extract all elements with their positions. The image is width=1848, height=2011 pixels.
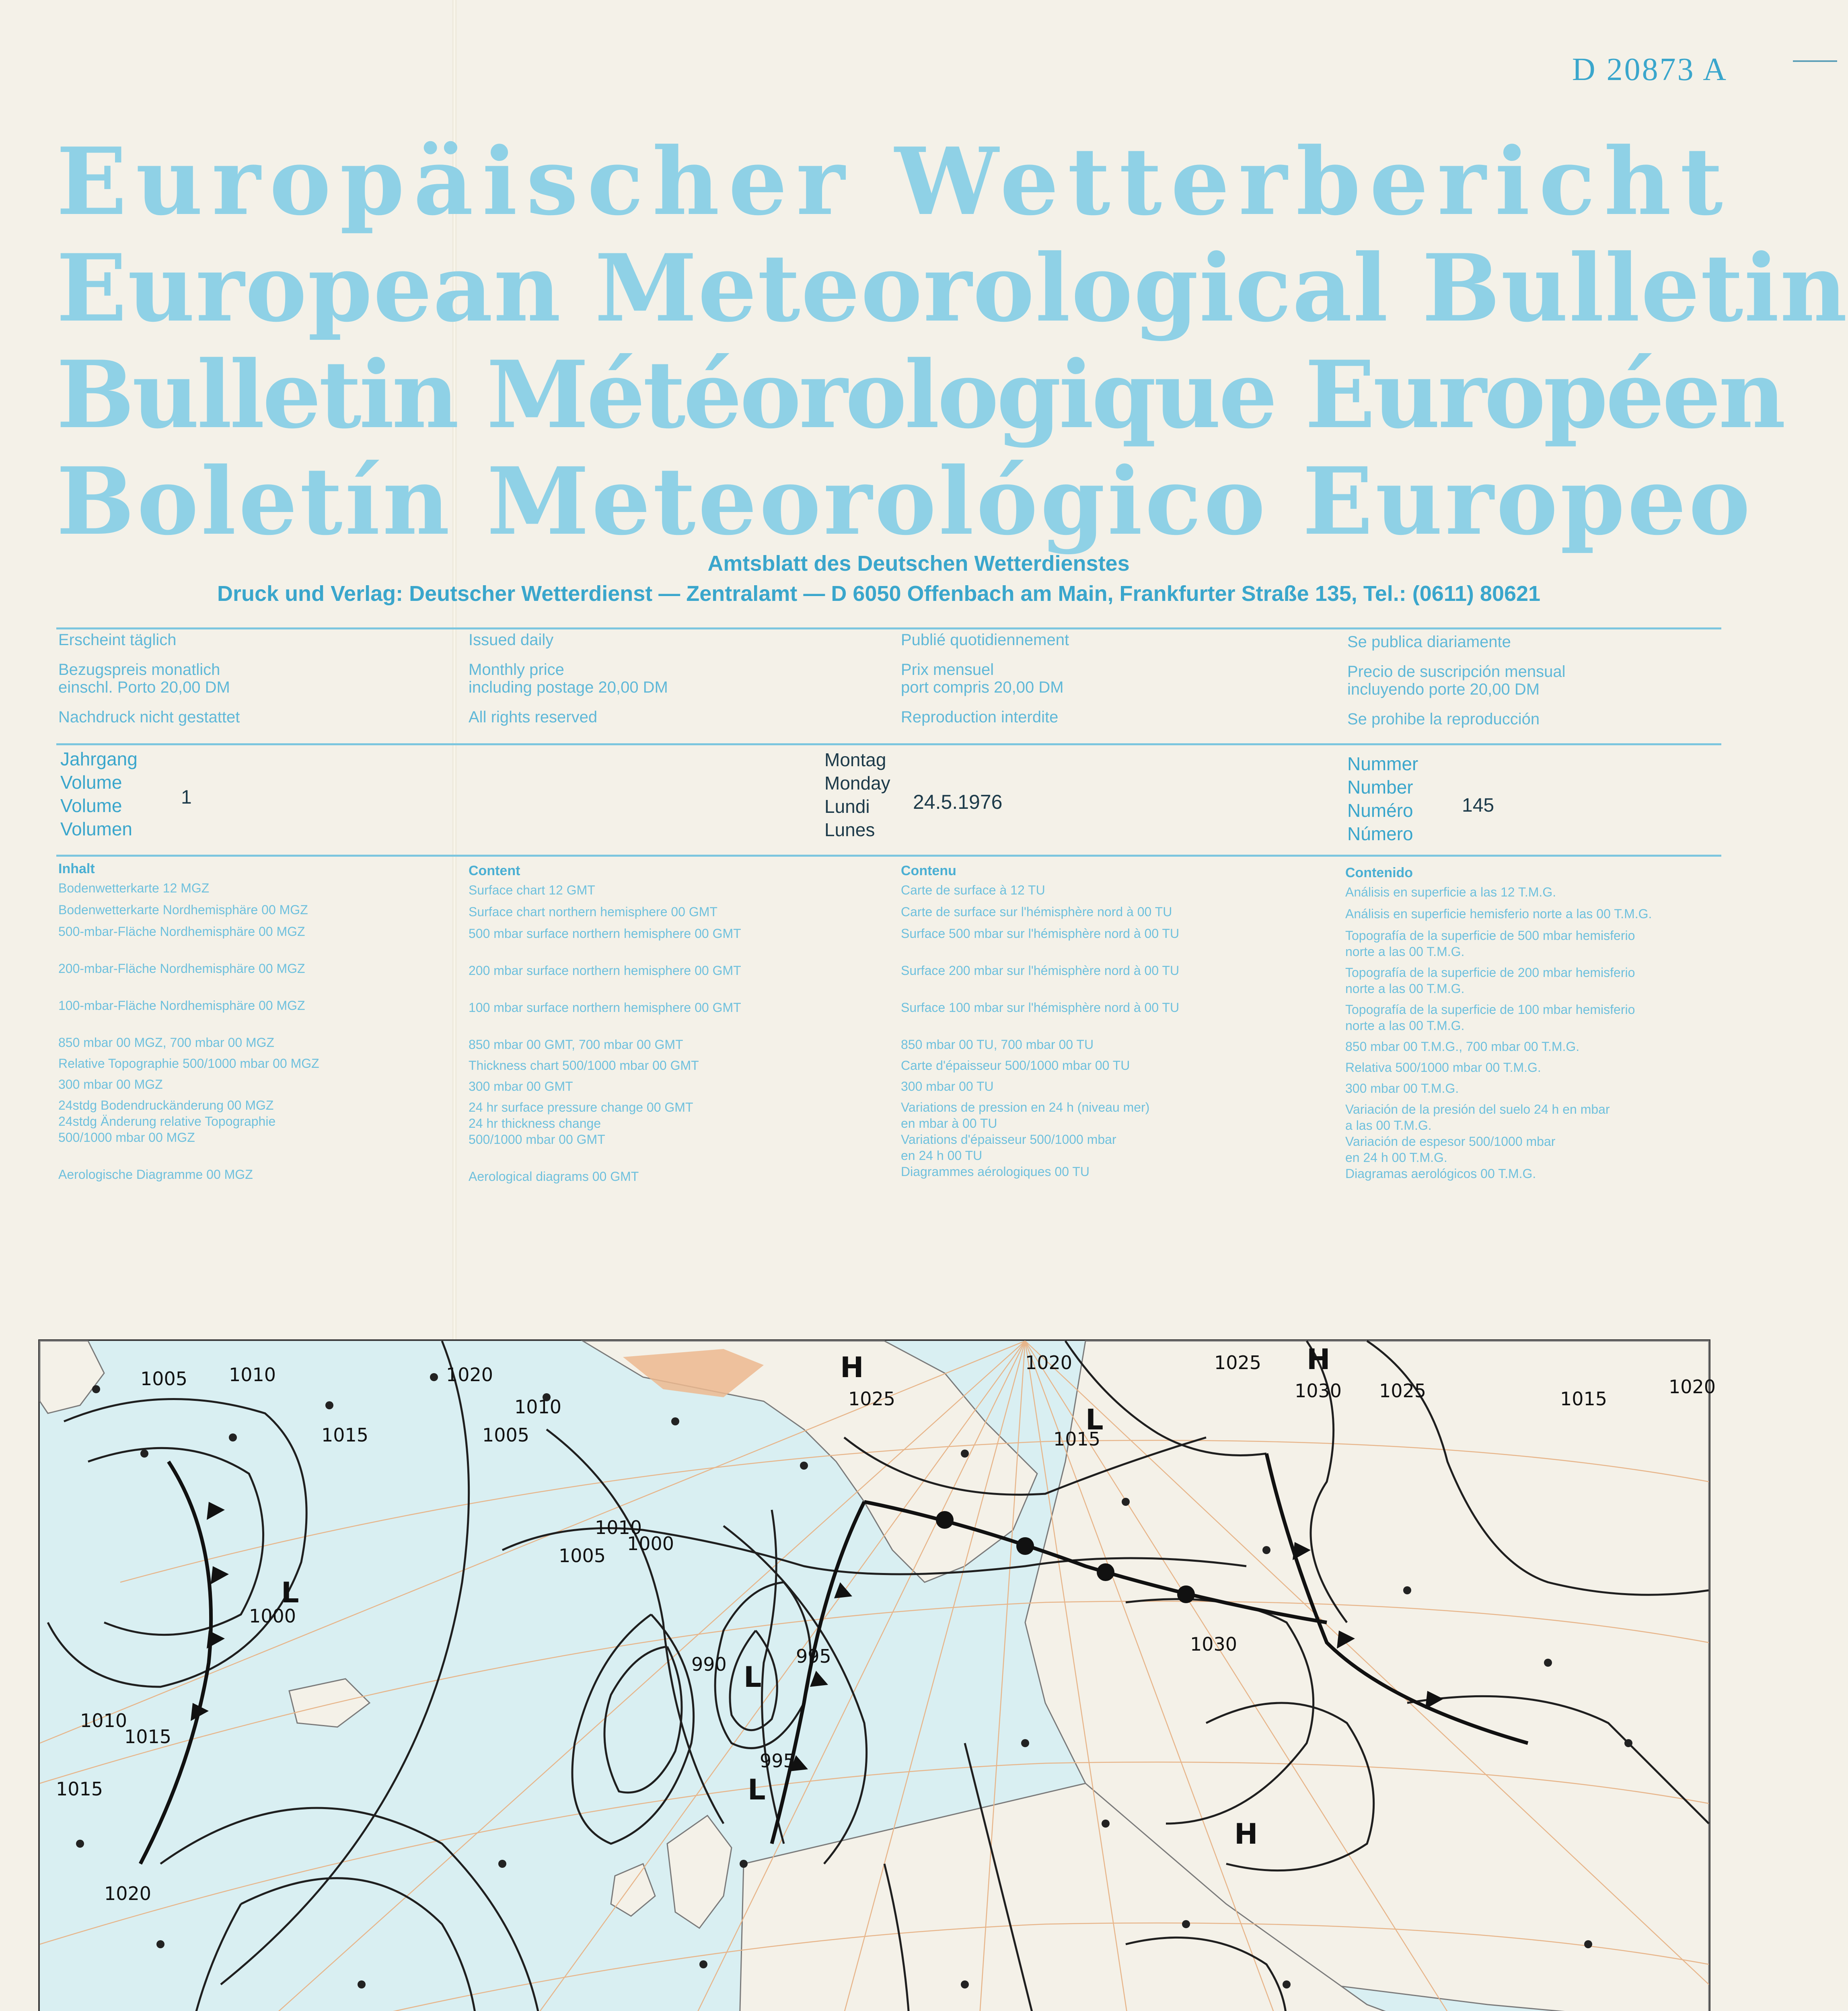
subscription-line: Se publica diariamente: [1347, 633, 1511, 651]
contents-item: Variations d'épaisseur 500/1000 mbar: [901, 1132, 1116, 1147]
contents-item: Variación de la presión del suelo 24 h en mbar: [1345, 1102, 1610, 1117]
subscription-de: [58, 629, 240, 728]
cold-front: [140, 1462, 211, 1864]
subscription-line: Issued daily: [469, 631, 554, 649]
isobar-label: 990: [691, 1653, 727, 1675]
title-french: Bulletin Météorologique Européen: [56, 341, 1784, 449]
contents-item: 300 mbar 00 GMT: [469, 1079, 573, 1094]
contents-item: en mbar à 00 TU: [901, 1116, 997, 1131]
isobar-label: 1010: [514, 1396, 562, 1418]
contents-item: Análisis en superficie hemisferio norte a las 00 T.M.G.: [1345, 907, 1652, 921]
weekday-label: Montag: [824, 749, 886, 770]
divider: [56, 743, 1721, 745]
number-label: Número: [1347, 823, 1413, 844]
subscription-line: All rights reserved: [469, 708, 598, 726]
contents-item: 500/1000 mbar 00 MGZ: [58, 1130, 195, 1145]
volume-label: Jahrgang: [60, 748, 138, 769]
official-gazette-subtitle: Amtsblatt des Deutschen Wetterdienstes: [707, 551, 1130, 576]
contents-item: Surface 500 mbar sur l'hémisphère nord à 00 TU: [901, 926, 1180, 941]
contents-header: Content: [469, 863, 520, 878]
subscription-line: Monthly price: [469, 661, 564, 679]
subscription-line: einschl. Porto 20,00 DM: [58, 679, 230, 696]
volume-label: Volume: [60, 772, 122, 793]
contents-item: Aerologische Diagramme 00 MGZ: [58, 1167, 253, 1182]
isobar-label: 1020: [1669, 1376, 1716, 1398]
contents-item: Topografía de la superficie de 500 mbar hemisferio: [1345, 928, 1635, 943]
contents-item: 500 mbar surface northern hemisphere 00 GMT: [469, 926, 741, 941]
volume-labels: [60, 747, 138, 841]
number-label: Nummer: [1347, 753, 1418, 774]
subscription-line: incluyendo porte 20,00 DM: [1347, 681, 1540, 698]
isobar-label: 1030: [1295, 1380, 1342, 1402]
contents-item: Topografía de la superficie de 200 mbar hemisferio: [1345, 965, 1635, 980]
isobar-label: 1010: [229, 1364, 276, 1386]
low-pressure-label: L: [281, 1576, 299, 1609]
isobar-label: 1005: [482, 1424, 530, 1446]
title-spanish: Boletín Meteorológico Europeo: [56, 447, 1753, 556]
contents-header: Inhalt: [58, 861, 95, 876]
contents-item: Relativa 500/1000 mbar 00 T.M.G.: [1345, 1060, 1541, 1075]
isobar-label: 1000: [249, 1605, 296, 1627]
masthead-titles: [56, 127, 1848, 556]
contents-item: 500/1000 mbar 00 GMT: [469, 1132, 605, 1147]
contents-item: Variación de espesor 500/1000 mbar: [1345, 1134, 1556, 1149]
contents-item: en 24 h 00 T.M.G.: [1345, 1150, 1447, 1165]
low-pressure-label: L: [748, 1773, 766, 1806]
number-label: Number: [1347, 777, 1413, 798]
isobar-label: 1010: [595, 1517, 642, 1538]
contents-item: Surface chart 12 GMT: [469, 883, 595, 897]
contents-header: Contenido: [1345, 865, 1413, 880]
weekday-labels: [824, 748, 890, 841]
number-label: Numéro: [1347, 800, 1413, 821]
subscription-line: including postage 20,00 DM: [469, 679, 668, 696]
subscription-line: Nachdruck nicht gestattet: [58, 708, 240, 726]
isobar-label: 995: [796, 1645, 831, 1667]
contents-item: Carte de surface à 12 TU: [901, 883, 1045, 897]
contents-item: Diagramas aerológicos 00 T.M.G.: [1345, 1166, 1536, 1181]
contents-item: 850 mbar 00 T.M.G., 700 mbar 00 T.M.G.: [1345, 1039, 1580, 1054]
document-id: D 20873 A: [1572, 52, 1728, 87]
contents-item: 300 mbar 00 MGZ: [58, 1077, 163, 1092]
map-canvas: [40, 1341, 1716, 2011]
isobar-label: 1010: [80, 1710, 127, 1731]
contents-item: Bodenwetterkarte 12 MGZ: [58, 881, 210, 895]
contents-item: Thickness chart 500/1000 mbar 00 GMT: [469, 1058, 699, 1073]
subscription-es: [1347, 631, 1565, 730]
isobar-label: 1025: [1379, 1380, 1427, 1402]
isobar-label: 1015: [1053, 1428, 1101, 1450]
divider: [56, 627, 1721, 629]
contents-item: 24 hr surface pressure change 00 GMT: [469, 1100, 693, 1114]
contents-item: 850 mbar 00 MGZ, 700 mbar 00 MGZ: [58, 1035, 275, 1050]
contents-item: en 24 h 00 TU: [901, 1148, 983, 1163]
subscription-line: Bezugspreis monatlich: [58, 661, 220, 679]
weekday-label: Lunes: [824, 819, 875, 840]
contents-item: 850 mbar 00 GMT, 700 mbar 00 GMT: [469, 1037, 683, 1052]
corner-rule: [1793, 60, 1837, 62]
isobar-label: 1005: [559, 1545, 606, 1567]
contents-item: 200 mbar surface northern hemisphere 00 GMT: [469, 963, 741, 978]
contents-item: 200-mbar-Fläche Nordhemisphäre 00 MGZ: [58, 961, 305, 976]
contents-item: norte a las 00 T.M.G.: [1345, 1018, 1465, 1033]
volume-label: Volumen: [60, 818, 133, 839]
isobar-label: 1030: [1190, 1633, 1237, 1655]
contents-item: Bodenwetterkarte Nordhemisphäre 00 MGZ: [58, 903, 308, 917]
isobar-label: 1020: [104, 1883, 152, 1904]
contents-item: 500-mbar-Fläche Nordhemisphäre 00 MGZ: [58, 924, 305, 939]
publisher-line: Druck und Verlag: Deutscher Wetterdienst — Zentralamt — D 6050 Offenbach am Main, Frankfurter Straße 135, Tel.: (0611) 80621: [217, 582, 1541, 606]
isobar-label: 995: [760, 1750, 795, 1772]
contents-item: Relative Topographie 500/1000 mbar 00 MGZ: [58, 1056, 319, 1071]
contents-item: Diagrammes aérologiques 00 TU: [901, 1164, 1089, 1179]
contents-de: [58, 861, 319, 1182]
volume-value: 1: [181, 787, 192, 808]
subscription-en: [469, 629, 668, 728]
contents-item: a las 00 T.M.G.: [1345, 1118, 1432, 1133]
isobar-label: 1005: [140, 1368, 188, 1390]
subscription-line: Reproduction interdite: [901, 708, 1059, 726]
contents-item: 300 mbar 00 T.M.G.: [1345, 1081, 1459, 1096]
weekday-label: Lundi: [824, 796, 870, 817]
high-pressure-label: H: [1307, 1343, 1330, 1376]
isobar-label: 1015: [321, 1424, 369, 1446]
contents-item: norte a las 00 T.M.G.: [1345, 981, 1465, 996]
land-iceland: [289, 1679, 370, 1727]
subscription-line: Prix mensuel: [901, 661, 994, 679]
contents-item: Surface 200 mbar sur l'hémisphère nord à 00 TU: [901, 963, 1180, 978]
subscription-line: port compris 20,00 DM: [901, 679, 1064, 696]
contents-item: Topografía de la superficie de 100 mbar hemisferio: [1345, 1002, 1635, 1017]
contents-item: Surface 100 mbar sur l'hémisphère nord à 00 TU: [901, 1000, 1180, 1015]
contents-item: Aerological diagrams 00 GMT: [469, 1169, 639, 1184]
subscription-line: Erscheint täglich: [58, 631, 177, 649]
low-pressure-label: L: [1085, 1403, 1104, 1436]
issue-number: 145: [1462, 795, 1494, 816]
high-pressure-label: H: [840, 1351, 864, 1384]
land-greenland-tip: [40, 1341, 104, 1413]
contents-fr: [901, 863, 1179, 1180]
isobar-label: 1025: [1214, 1352, 1262, 1374]
isobar-label: 1015: [1560, 1388, 1607, 1410]
isobar-label: 1000: [627, 1533, 674, 1555]
divider: [56, 855, 1721, 857]
contents-item: Carte de surface sur l'hémisphère nord à 00 TU: [901, 905, 1172, 919]
number-labels: [1347, 752, 1418, 845]
contents-item: Análisis en superficie a las 12 T.M.G.: [1345, 885, 1556, 899]
land-british-isles: [611, 1816, 732, 1928]
contents-item: 24stdg Änderung relative Topographie: [58, 1114, 276, 1129]
contents-item: 24 hr thickness change: [469, 1116, 601, 1131]
subscription-line: Se prohibe la reproducción: [1347, 710, 1540, 728]
issue-date: 24.5.1976: [913, 791, 1003, 813]
contents-item: 850 mbar 00 TU, 700 mbar 00 TU: [901, 1037, 1094, 1052]
subscription-line: Publié quotidiennement: [901, 631, 1069, 649]
contents-en: [469, 863, 741, 1184]
title-english: European Meteorological Bulletin: [56, 234, 1848, 343]
contents-item: Carte d'épaisseur 500/1000 mbar 00 TU: [901, 1058, 1130, 1073]
contents-item: norte a las 00 T.M.G.: [1345, 944, 1465, 959]
weekday-label: Monday: [824, 773, 890, 794]
subscription-fr: [901, 629, 1069, 728]
contents-item: 24stdg Bodendruckänderung 00 MGZ: [58, 1098, 274, 1112]
contents-item: 100-mbar-Fläche Nordhemisphäre 00 MGZ: [58, 998, 305, 1013]
isobar-label: 1025: [848, 1388, 896, 1410]
surface-weather-map: [38, 1339, 1716, 2011]
occluded-front: [772, 1502, 864, 1844]
isobar-label: 1015: [124, 1726, 172, 1748]
contents-header: Contenu: [901, 863, 956, 878]
isobar-label: 1015: [56, 1778, 103, 1800]
isobar-label: 1020: [446, 1364, 493, 1386]
high-pressure-label: H: [1234, 1818, 1258, 1851]
title-german: Europäischer Wetterbericht: [56, 127, 1732, 236]
contents-item: Surface chart northern hemisphere 00 GMT: [469, 905, 717, 919]
volume-label: Volume: [60, 795, 122, 816]
subscription-line: Precio de suscripción mensual: [1347, 663, 1566, 681]
contents-item: 300 mbar 00 TU: [901, 1079, 994, 1094]
isobar-label: 1020: [1025, 1352, 1073, 1374]
low-pressure-label: L: [744, 1661, 762, 1694]
contents-es: [1345, 865, 1652, 1182]
contents-item: 100 mbar surface northern hemisphere 00 GMT: [469, 1000, 741, 1015]
contents-item: Variations de pression en 24 h (niveau mer): [901, 1100, 1150, 1114]
